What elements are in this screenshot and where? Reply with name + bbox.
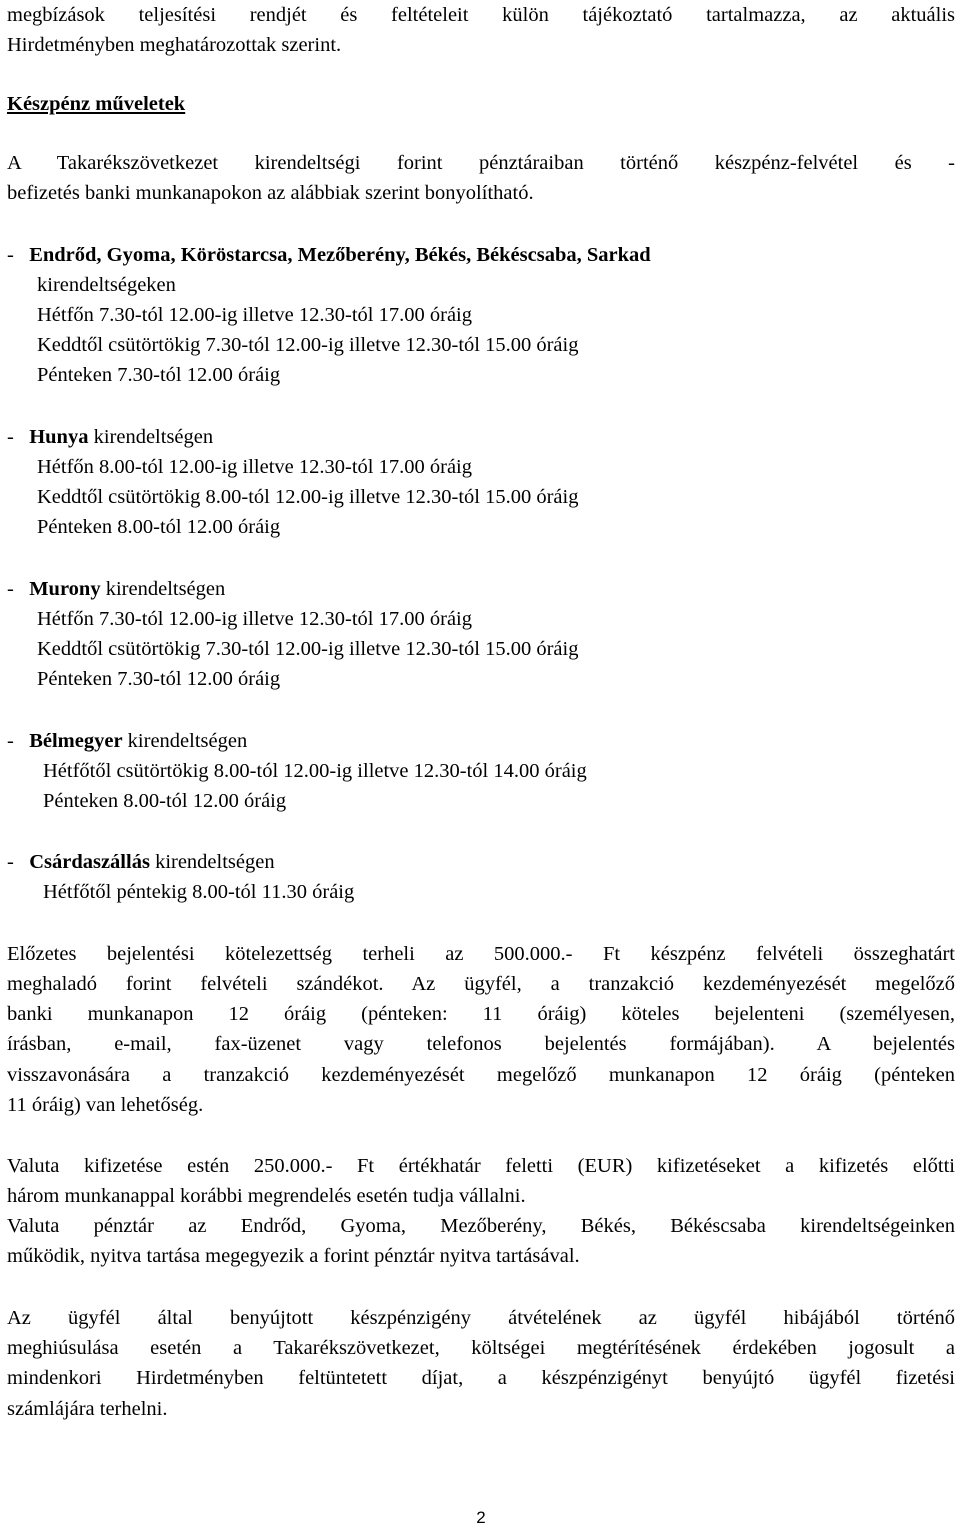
paragraph-line: mindenkori Hirdetményben feltüntetett díjat, a készpénzigényt benyújtó ügyfél fizetési	[7, 1367, 955, 1389]
intro-line: megbízások teljesítési rendjét és feltételeit külön tájékoztató tartalmazza, az aktuális	[7, 4, 955, 26]
branch-suffix: kirendeltségen	[127, 730, 248, 752]
branch-hours-line: Pénteken 8.00-tól 12.00 óráig	[37, 516, 281, 538]
page-number: 2	[476, 1508, 486, 1527]
branch-hours-line: Pénteken 8.00-tól 12.00 óráig	[43, 790, 287, 812]
intro-line: Hirdetményben meghatározottak szerint.	[7, 34, 342, 56]
branch-heading	[7, 240, 651, 270]
branch-heading	[7, 847, 275, 877]
list-dash: -	[7, 851, 14, 873]
branch-suffix: kirendeltségen	[93, 426, 214, 448]
list-dash: -	[7, 426, 14, 448]
paragraph-line: Előzetes bejelentési kötelezettség terheli az 500.000.- Ft készpénz felvételi összeghatárt	[7, 943, 955, 965]
branch-heading	[7, 574, 225, 604]
branch-hours-line: Keddtől csütörtökig 7.30-tól 12.00-ig illetve 12.30-tól 15.00 óráig	[37, 638, 579, 660]
branch-name: Endrőd, Gyoma, Köröstarcsa, Mezőberény, Békés, Békéscsaba, Sarkad	[29, 244, 651, 266]
paragraph-line: Az ügyfél által benyújtott készpénzigény átvételének az ügyfél hibájából történő	[7, 1307, 955, 1329]
paragraph-line: visszavonására a tranzakció kezdeményezését megelőző munkanapon 12 óráig (pénteken	[7, 1064, 955, 1086]
branch-heading	[7, 726, 247, 756]
section-intro-line: A Takarékszövetkezet kirendeltségi forint pénztáraiban történő készpénz-felvétel és -	[7, 152, 955, 174]
branch-name: Murony	[29, 578, 101, 600]
paragraph-line: 11 óráig) van lehetőség.	[7, 1094, 204, 1116]
branch-hours-line: Hétfőn 8.00-tól 12.00-ig illetve 12.30-tól 17.00 óráig	[37, 456, 472, 478]
list-dash: -	[7, 244, 14, 266]
branch-name: Hunya	[29, 426, 89, 448]
branch-hours-line: Hétfőn 7.30-tól 12.00-ig illetve 12.30-tól 17.00 óráig	[37, 304, 472, 326]
branch-name: Csárdaszállás	[29, 851, 150, 873]
paragraph-line: három munkanappal korábbi megrendelés esetén tudja vállalni.	[7, 1185, 526, 1207]
branch-suffix: kirendeltségen	[155, 851, 275, 873]
paragraph-line: meghiúsulása esetén a Takarékszövetkezet, költségei megtérítésének érdekében jogosult a	[7, 1337, 955, 1359]
branch-hours-line: Pénteken 7.30-tól 12.00 óráig	[37, 668, 281, 690]
branch-name: Bélmegyer	[29, 730, 123, 752]
branch-hours-line: Keddtől csütörtökig 8.00-tól 12.00-ig illetve 12.30-tól 15.00 óráig	[37, 486, 579, 508]
paragraph-line: számlájára terhelni.	[7, 1398, 168, 1420]
branch-hours-line: Hétfőtől péntekig 8.00-tól 11.30 óráig	[43, 881, 355, 903]
section-title: Készpénz műveletek	[7, 93, 186, 115]
list-dash: -	[7, 730, 14, 752]
paragraph-line: meghaladó forint felvételi szándékot. Az ügyfél, a tranzakció kezdeményezését megelőző	[7, 973, 955, 995]
branch-suffix: kirendeltségen	[105, 578, 226, 600]
paragraph-line: működik, nyitva tartása megegyezik a forint pénztár nyitva tartásával.	[7, 1245, 580, 1267]
branch-heading	[7, 422, 213, 452]
branch-suffix: kirendeltségeken	[37, 274, 176, 296]
branch-hours-line: Hétfőn 7.30-tól 12.00-ig illetve 12.30-tól 17.00 óráig	[37, 608, 472, 630]
branch-hours-line: Pénteken 7.30-tól 12.00 óráig	[37, 364, 281, 386]
branch-hours-line: Keddtől csütörtökig 7.30-tól 12.00-ig illetve 12.30-tól 15.00 óráig	[37, 334, 579, 356]
branch-hours-line: Hétfőtől csütörtökig 8.00-tól 12.00-ig illetve 12.30-tól 14.00 óráig	[43, 760, 587, 782]
paragraph-line: írásban, e-mail, fax-üzenet vagy telefonos bejelentés formájában). A bejelentés	[7, 1033, 955, 1055]
paragraph-line: Valuta kifizetése estén 250.000.- Ft értékhatár feletti (EUR) kifizetéseket a kifizetés előtti	[7, 1155, 955, 1177]
list-dash: -	[7, 578, 14, 600]
paragraph-line: banki munkanapon 12 óráig (pénteken: 11 óráig) köteles bejelenteni (személyesen,	[7, 1003, 955, 1025]
section-intro-line: befizetés banki munkanapokon az alábbiak szerint bonyolítható.	[7, 182, 534, 204]
paragraph-line: Valuta pénztár az Endrőd, Gyoma, Mezőberény, Békés, Békéscsaba kirendeltségeinken	[7, 1215, 955, 1237]
